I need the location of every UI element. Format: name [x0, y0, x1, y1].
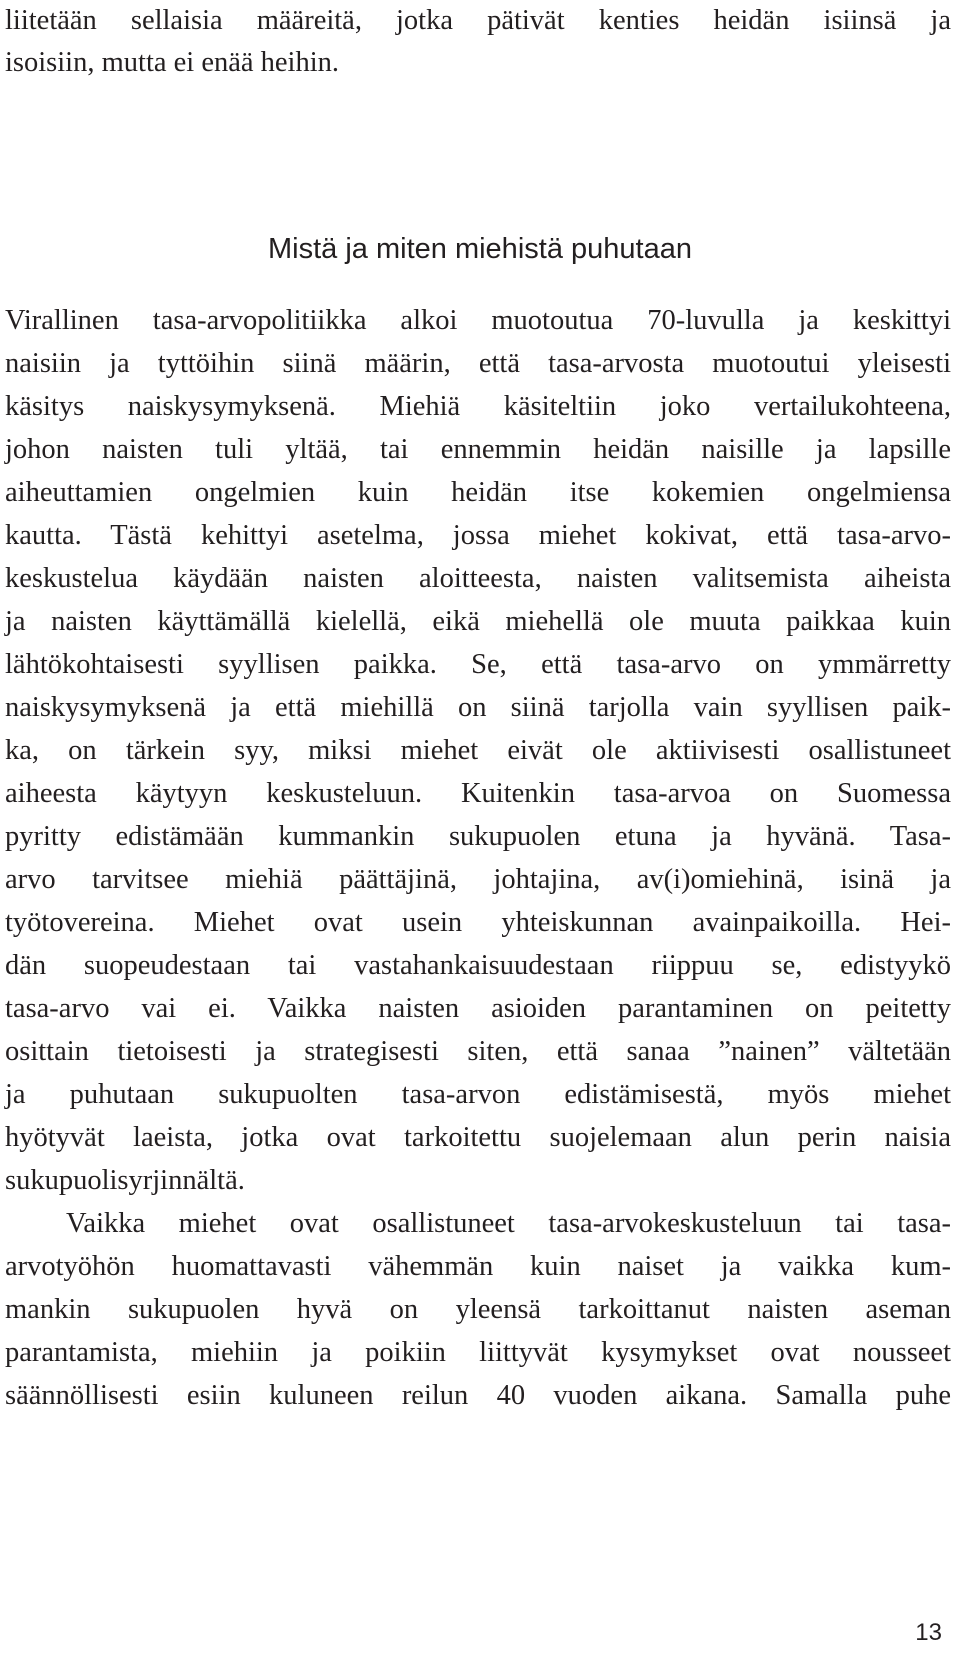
text-line: dän suopeudestaan tai vastahankaisuudestaan riippuu se, edistyykö: [5, 950, 951, 981]
text-line: osittain tietoisesti ja strategisesti siten, että sanaa ”nainen” vältetään: [5, 1036, 951, 1067]
text-line: ja naisten käyttämällä kielellä, eikä miehellä ole muuta paikkaa kuin: [5, 606, 951, 637]
text-line: lähtökohtaisesti syyllisen paikka. Se, että tasa-arvo on ymmärretty: [5, 649, 951, 680]
text-line: naiskysymyksenä ja että miehillä on siinä tarjolla vain syyllisen paik-: [5, 692, 951, 723]
text-line: säännöllisesti esiin kuluneen reilun 40 vuoden aikana. Samalla puhe: [5, 1380, 951, 1411]
text-line: pyritty edistämään kummankin sukupuolen etuna ja hyvänä. Tasa-: [5, 821, 951, 852]
text-line: arvo tarvitsee miehiä päättäjinä, johtajina, av(i)omiehinä, isinä ja: [5, 864, 951, 895]
text-line: Virallinen tasa-arvopolitiikka alkoi muotoutua 70-luvulla ja keskittyi: [5, 305, 951, 336]
text-line: isoisiin, mutta ei enää heihin.: [5, 47, 340, 78]
text-line: aiheuttamien ongelmien kuin heidän itse kokemien ongelmiensa: [5, 477, 951, 508]
text-line: käsitys naiskysymyksenä. Miehiä käsiteltiin joko vertailukohteena,: [5, 391, 951, 422]
text-line: keskustelua käydään naisten aloitteesta, naisten valitsemista aiheista: [5, 563, 951, 594]
text-line: liitetään sellaisia määreitä, jotka pätivät kenties heidän isiinsä ja: [5, 5, 951, 36]
text-line: arvotyöhön huomattavasti vähemmän kuin naiset ja vaikka kum-: [5, 1251, 951, 1282]
text-line: työtovereina. Miehet ovat usein yhteiskunnan avainpaikoilla. Hei-: [5, 907, 951, 938]
text-line: johon naisten tuli yltää, tai ennemmin heidän naisille ja lapsille: [5, 434, 951, 465]
text-line: aiheesta käytyyn keskusteluun. Kuitenkin tasa-arvoa on Suomessa: [5, 778, 951, 809]
text-line: hyötyvät laeista, jotka ovat tarkoitettu suojelemaan alun perin naisia: [5, 1122, 951, 1153]
text-line: Vaikka miehet ovat osallistuneet tasa-arvokeskusteluun tai tasa-: [66, 1208, 951, 1239]
section-heading: Mistä ja miten miehistä puhutaan: [268, 233, 692, 265]
text-line: kautta. Tästä kehittyi asetelma, jossa miehet kokivat, että tasa-arvo-: [5, 520, 951, 551]
page-number: 13: [915, 1619, 942, 1646]
text-line: tasa-arvo vai ei. Vaikka naisten asioiden parantaminen on peitetty: [5, 993, 951, 1024]
text-line: naisiin ja tyttöihin siinä määrin, että tasa-arvosta muotoutui yleisesti: [5, 348, 951, 379]
text-line: ja puhutaan sukupuolten tasa-arvon edistämisestä, myös miehet: [5, 1079, 951, 1110]
text-line: mankin sukupuolen hyvä on yleensä tarkoittanut naisten aseman: [5, 1294, 951, 1325]
text-line: ka, on tärkein syy, miksi miehet eivät ole aktiivisesti osallistuneet: [5, 735, 951, 766]
text-line: sukupuolisyrjinnältä.: [5, 1165, 245, 1196]
text-line: parantamista, miehiin ja poikiin liittyvät kysymykset ovat nousseet: [5, 1337, 951, 1368]
